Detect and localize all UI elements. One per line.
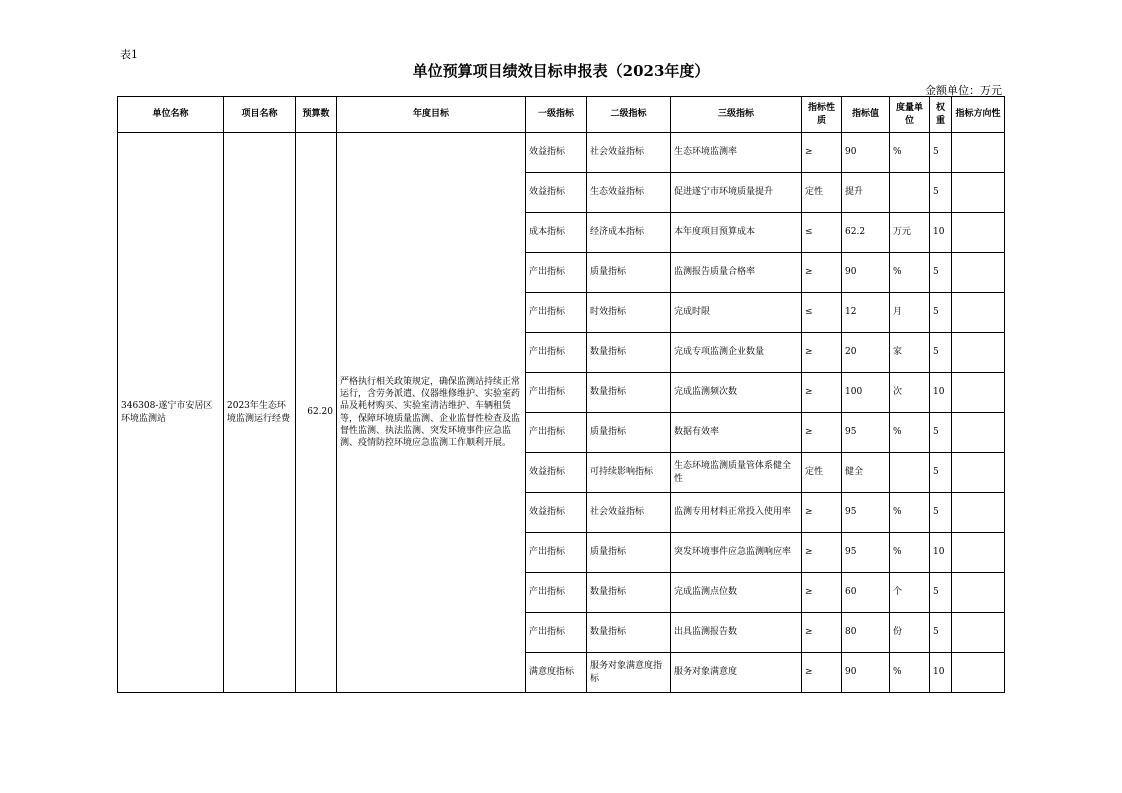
cell-nature: ≤ — [802, 213, 842, 253]
cell-level1: 产出指标 — [526, 533, 587, 573]
cell-direction — [952, 333, 1005, 373]
cell-unit: 个 — [890, 573, 930, 613]
cell-weight: 5 — [930, 613, 952, 653]
cell-level3: 数据有效率 — [671, 413, 802, 453]
cell-level3: 完成专项监测企业数量 — [671, 333, 802, 373]
cell-nature: ≥ — [802, 493, 842, 533]
cell-level2: 数量指标 — [587, 613, 671, 653]
table-row — [118, 133, 1005, 173]
currency-unit-note: 金额单位：万元 — [925, 84, 1002, 97]
cell-unit: 家 — [890, 333, 930, 373]
cell-weight: 5 — [930, 413, 952, 453]
cell-level3: 完成监测频次数 — [671, 373, 802, 413]
cell-direction — [952, 573, 1005, 613]
cell-unit: 次 — [890, 373, 930, 413]
cell-level3: 促进遂宁市环境质量提升 — [671, 173, 802, 213]
cell-level3: 生态环境监测质量管体系健全性 — [671, 453, 802, 493]
col-header-level3: 三级指标 — [671, 97, 802, 133]
cell-direction — [952, 653, 1005, 693]
cell-level1: 产出指标 — [526, 573, 587, 613]
cell-unit — [890, 173, 930, 213]
col-header-direction: 指标方向性 — [952, 97, 1005, 133]
cell-weight: 5 — [930, 453, 952, 493]
cell-nature: ≥ — [802, 413, 842, 453]
col-header-annual-goal: 年度目标 — [337, 97, 526, 133]
cell-level2: 数量指标 — [587, 573, 671, 613]
cell-nature: ≤ — [802, 293, 842, 333]
cell-value: 提升 — [842, 173, 890, 213]
cell-unit: % — [890, 253, 930, 293]
cell-value: 健全 — [842, 453, 890, 493]
cell-level2: 质量指标 — [587, 533, 671, 573]
cell-level1: 满意度指标 — [526, 653, 587, 693]
cell-weight: 5 — [930, 493, 952, 533]
cell-nature: ≥ — [802, 253, 842, 293]
cell-weight: 5 — [930, 173, 952, 213]
cell-level2: 质量指标 — [587, 253, 671, 293]
cell-level3: 服务对象满意度 — [671, 653, 802, 693]
cell-level3: 监测专用材料正常投入使用率 — [671, 493, 802, 533]
cell-level2: 社会效益指标 — [587, 133, 671, 173]
col-header-value: 指标值 — [842, 97, 890, 133]
cell-direction — [952, 493, 1005, 533]
cell-weight: 10 — [930, 653, 952, 693]
page-title: 单位预算项目绩效目标申报表（2023年度） — [412, 62, 710, 80]
cell-level3: 完成监测点位数 — [671, 573, 802, 613]
budget-cell: 62.20 — [296, 133, 337, 693]
cell-direction — [952, 173, 1005, 213]
cell-level3: 本年度项目预算成本 — [671, 213, 802, 253]
cell-direction — [952, 133, 1005, 173]
cell-level2: 生态效益指标 — [587, 173, 671, 213]
project-name-cell: 2023年生态环境监测运行经费 — [224, 133, 296, 693]
col-header-level2: 二级指标 — [587, 97, 671, 133]
cell-unit: % — [890, 413, 930, 453]
cell-direction — [952, 213, 1005, 253]
cell-level1: 效益指标 — [526, 133, 587, 173]
cell-direction — [952, 613, 1005, 653]
cell-level1: 产出指标 — [526, 333, 587, 373]
table-label: 表1 — [120, 48, 138, 61]
cell-weight: 10 — [930, 213, 952, 253]
cell-direction — [952, 253, 1005, 293]
cell-level2: 质量指标 — [587, 413, 671, 453]
cell-unit: 月 — [890, 293, 930, 333]
cell-value: 80 — [842, 613, 890, 653]
cell-level3: 完成时限 — [671, 293, 802, 333]
cell-weight: 5 — [930, 573, 952, 613]
col-header-unit-name: 单位名称 — [118, 97, 224, 133]
unit-name-cell: 346308-遂宁市安居区环境监测站 — [118, 133, 224, 693]
cell-level1: 产出指标 — [526, 613, 587, 653]
cell-nature: ≥ — [802, 653, 842, 693]
cell-level3: 监测报告质量合格率 — [671, 253, 802, 293]
cell-direction — [952, 453, 1005, 493]
cell-value: 12 — [842, 293, 890, 333]
col-header-project-name: 项目名称 — [224, 97, 296, 133]
cell-weight: 10 — [930, 373, 952, 413]
cell-weight: 5 — [930, 333, 952, 373]
cell-nature: 定性 — [802, 453, 842, 493]
cell-level1: 效益指标 — [526, 453, 587, 493]
col-header-nature: 指标性质 — [802, 97, 842, 133]
col-header-weight: 权重 — [930, 97, 952, 133]
cell-value: 95 — [842, 533, 890, 573]
cell-value: 20 — [842, 333, 890, 373]
cell-unit: % — [890, 653, 930, 693]
cell-weight: 5 — [930, 253, 952, 293]
cell-level1: 成本指标 — [526, 213, 587, 253]
cell-unit: % — [890, 493, 930, 533]
cell-level1: 效益指标 — [526, 493, 587, 533]
cell-value: 62.2 — [842, 213, 890, 253]
cell-level2: 社会效益指标 — [587, 493, 671, 533]
cell-value: 90 — [842, 133, 890, 173]
cell-direction — [952, 373, 1005, 413]
cell-value: 90 — [842, 653, 890, 693]
cell-level2: 时效指标 — [587, 293, 671, 333]
cell-unit — [890, 453, 930, 493]
cell-nature: ≥ — [802, 133, 842, 173]
col-header-unit: 度量单位 — [890, 97, 930, 133]
cell-weight: 10 — [930, 533, 952, 573]
cell-nature: 定性 — [802, 173, 842, 213]
cell-nature: ≥ — [802, 333, 842, 373]
col-header-level1: 一级指标 — [526, 97, 587, 133]
cell-level2: 数量指标 — [587, 373, 671, 413]
cell-unit: 份 — [890, 613, 930, 653]
cell-unit: 万元 — [890, 213, 930, 253]
cell-level2: 数量指标 — [587, 333, 671, 373]
cell-level2: 可持续影响指标 — [587, 453, 671, 493]
annual-goal-cell: 严格执行相关政策规定，确保监测站持续正常运行，含劳务派遣、仪器维修维护、实验室药品及耗材购买、实验室清洁维护、车辆租赁等，保障环境质量监测、企业监督性检查及监督性监测、执法监测、突发环境事件应急监测、疫情防控环境应急监测工作顺利开展。 — [337, 133, 526, 693]
header-row — [118, 97, 1005, 133]
cell-nature: ≥ — [802, 373, 842, 413]
cell-level3: 出具监测报告数 — [671, 613, 802, 653]
cell-weight: 5 — [930, 133, 952, 173]
cell-nature: ≥ — [802, 573, 842, 613]
cell-value: 95 — [842, 413, 890, 453]
cell-unit: % — [890, 533, 930, 573]
cell-level1: 产出指标 — [526, 413, 587, 453]
table-body — [118, 133, 1005, 693]
cell-level2: 服务对象满意度指标 — [587, 653, 671, 693]
cell-value: 95 — [842, 493, 890, 533]
cell-weight: 5 — [930, 293, 952, 333]
cell-level1: 效益指标 — [526, 173, 587, 213]
cell-nature: ≥ — [802, 533, 842, 573]
cell-level3: 突发环境事件应急监测响应率 — [671, 533, 802, 573]
cell-value: 60 — [842, 573, 890, 613]
cell-level1: 产出指标 — [526, 293, 587, 333]
cell-value: 90 — [842, 253, 890, 293]
cell-nature: ≥ — [802, 613, 842, 653]
cell-unit: % — [890, 133, 930, 173]
col-header-budget: 预算数 — [296, 97, 337, 133]
cell-level1: 产出指标 — [526, 373, 587, 413]
cell-direction — [952, 293, 1005, 333]
cell-value: 100 — [842, 373, 890, 413]
cell-level3: 生态环境监测率 — [671, 133, 802, 173]
cell-level2: 经济成本指标 — [587, 213, 671, 253]
cell-direction — [952, 413, 1005, 453]
cell-level1: 产出指标 — [526, 253, 587, 293]
performance-target-table — [117, 96, 1005, 693]
cell-direction — [952, 533, 1005, 573]
